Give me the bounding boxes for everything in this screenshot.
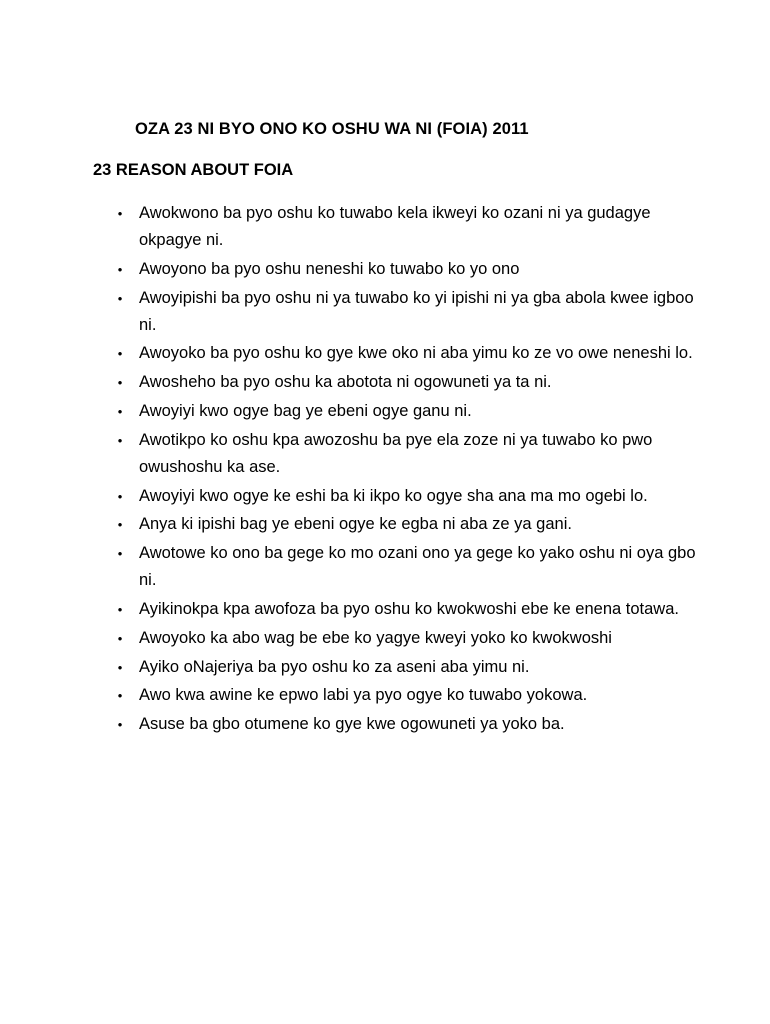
list-item	[112, 256, 702, 283]
bullet-icon: •	[117, 206, 123, 221]
bullet-icon: •	[117, 688, 123, 704]
bullet-icon: •	[117, 403, 123, 419]
bullet-icon: •	[117, 659, 123, 675]
list-item	[112, 285, 702, 339]
list-item	[112, 682, 702, 709]
list-item-text: Awokwono ba pyo oshu ko tuwabo kela ikweyi ko ozani ni ya gudagye okpagye ni.	[139, 204, 651, 249]
list-item-text: Awoyiyi kwo ogye bag ye ebeni ogye ganu ni.	[139, 401, 472, 420]
list-item-text: Awoyiyi kwo ogye ke eshi ba ki ikpo ko ogye sha ana ma mo ogebi lo.	[139, 486, 648, 505]
list-item-text: Awotowe ko ono ba gege ko mo ozani ono ya gege ko yako oshu ni oya gbo ni.	[139, 544, 696, 590]
bullet-list	[112, 200, 702, 740]
bullet-icon: •	[117, 488, 123, 504]
bullet-icon: •	[117, 290, 123, 306]
list-item	[112, 427, 702, 481]
list-item-text: Awoyipishi ba pyo oshu ni ya tuwabo ko yi ipishi ni ya gba abola kwee igboo ni.	[139, 288, 694, 334]
list-item	[112, 596, 702, 623]
list-item-text: Awosheho ba pyo oshu ka abotota ni ogowuneti ya ta ni.	[139, 373, 552, 392]
list-item	[112, 483, 702, 510]
list-item-text: Awoyoko ka abo wag be ebe ko yagye kweyi yoko ko kwokwoshi	[139, 628, 612, 647]
list-item	[112, 398, 702, 425]
list-item	[112, 340, 702, 367]
list-item-text: Awoyoko ba pyo oshu ko gye kwe oko ni aba yimu ko ze vo owe neneshi lo.	[139, 344, 693, 363]
bullet-icon: •	[117, 432, 123, 448]
list-item	[112, 654, 702, 681]
document-title: OZA 23 NI BYO ONO KO OSHU WA NI (FOIA) 2011	[135, 120, 529, 138]
bullet-icon: •	[117, 717, 123, 733]
list-item-text: Ayikinokpa kpa awofoza ba pyo oshu ko kwokwoshi ebe ke enena totawa.	[139, 599, 679, 618]
document-subtitle: 23 REASON ABOUT FOIA	[93, 161, 294, 179]
list-item-text: Anya ki ipishi bag ye ebeni ogye ke egba ni aba ze ya gani.	[139, 515, 572, 534]
bullet-icon: •	[117, 346, 123, 362]
bullet-icon: •	[117, 546, 123, 562]
bullet-icon: •	[117, 630, 123, 646]
list-item-text: Awo kwa awine ke epwo labi ya pyo ogye ko tuwabo yokowa.	[139, 686, 588, 705]
list-item	[112, 625, 702, 652]
list-item	[112, 711, 702, 738]
bullet-icon: •	[117, 261, 123, 277]
list-item	[112, 369, 702, 396]
bullet-icon: •	[117, 375, 123, 391]
list-item-text: Awotikpo ko oshu kpa awozoshu ba pye ela zoze ni ya tuwabo ko pwo owushoshu ka ase.	[139, 430, 653, 476]
list-item-text: Ayiko oNajeriya ba pyo oshu ko za aseni aba yimu ni.	[139, 657, 530, 676]
list-item	[112, 511, 702, 538]
list-item-text: Asuse ba gbo otumene ko gye kwe ogowuneti ya yoko ba.	[139, 715, 565, 734]
bullet-icon: •	[117, 517, 123, 533]
list-item	[112, 540, 702, 594]
list-item	[112, 200, 702, 254]
list-item-text: Awoyono ba pyo oshu neneshi ko tuwabo ko yo ono	[139, 259, 520, 278]
bullet-icon: •	[117, 601, 123, 617]
